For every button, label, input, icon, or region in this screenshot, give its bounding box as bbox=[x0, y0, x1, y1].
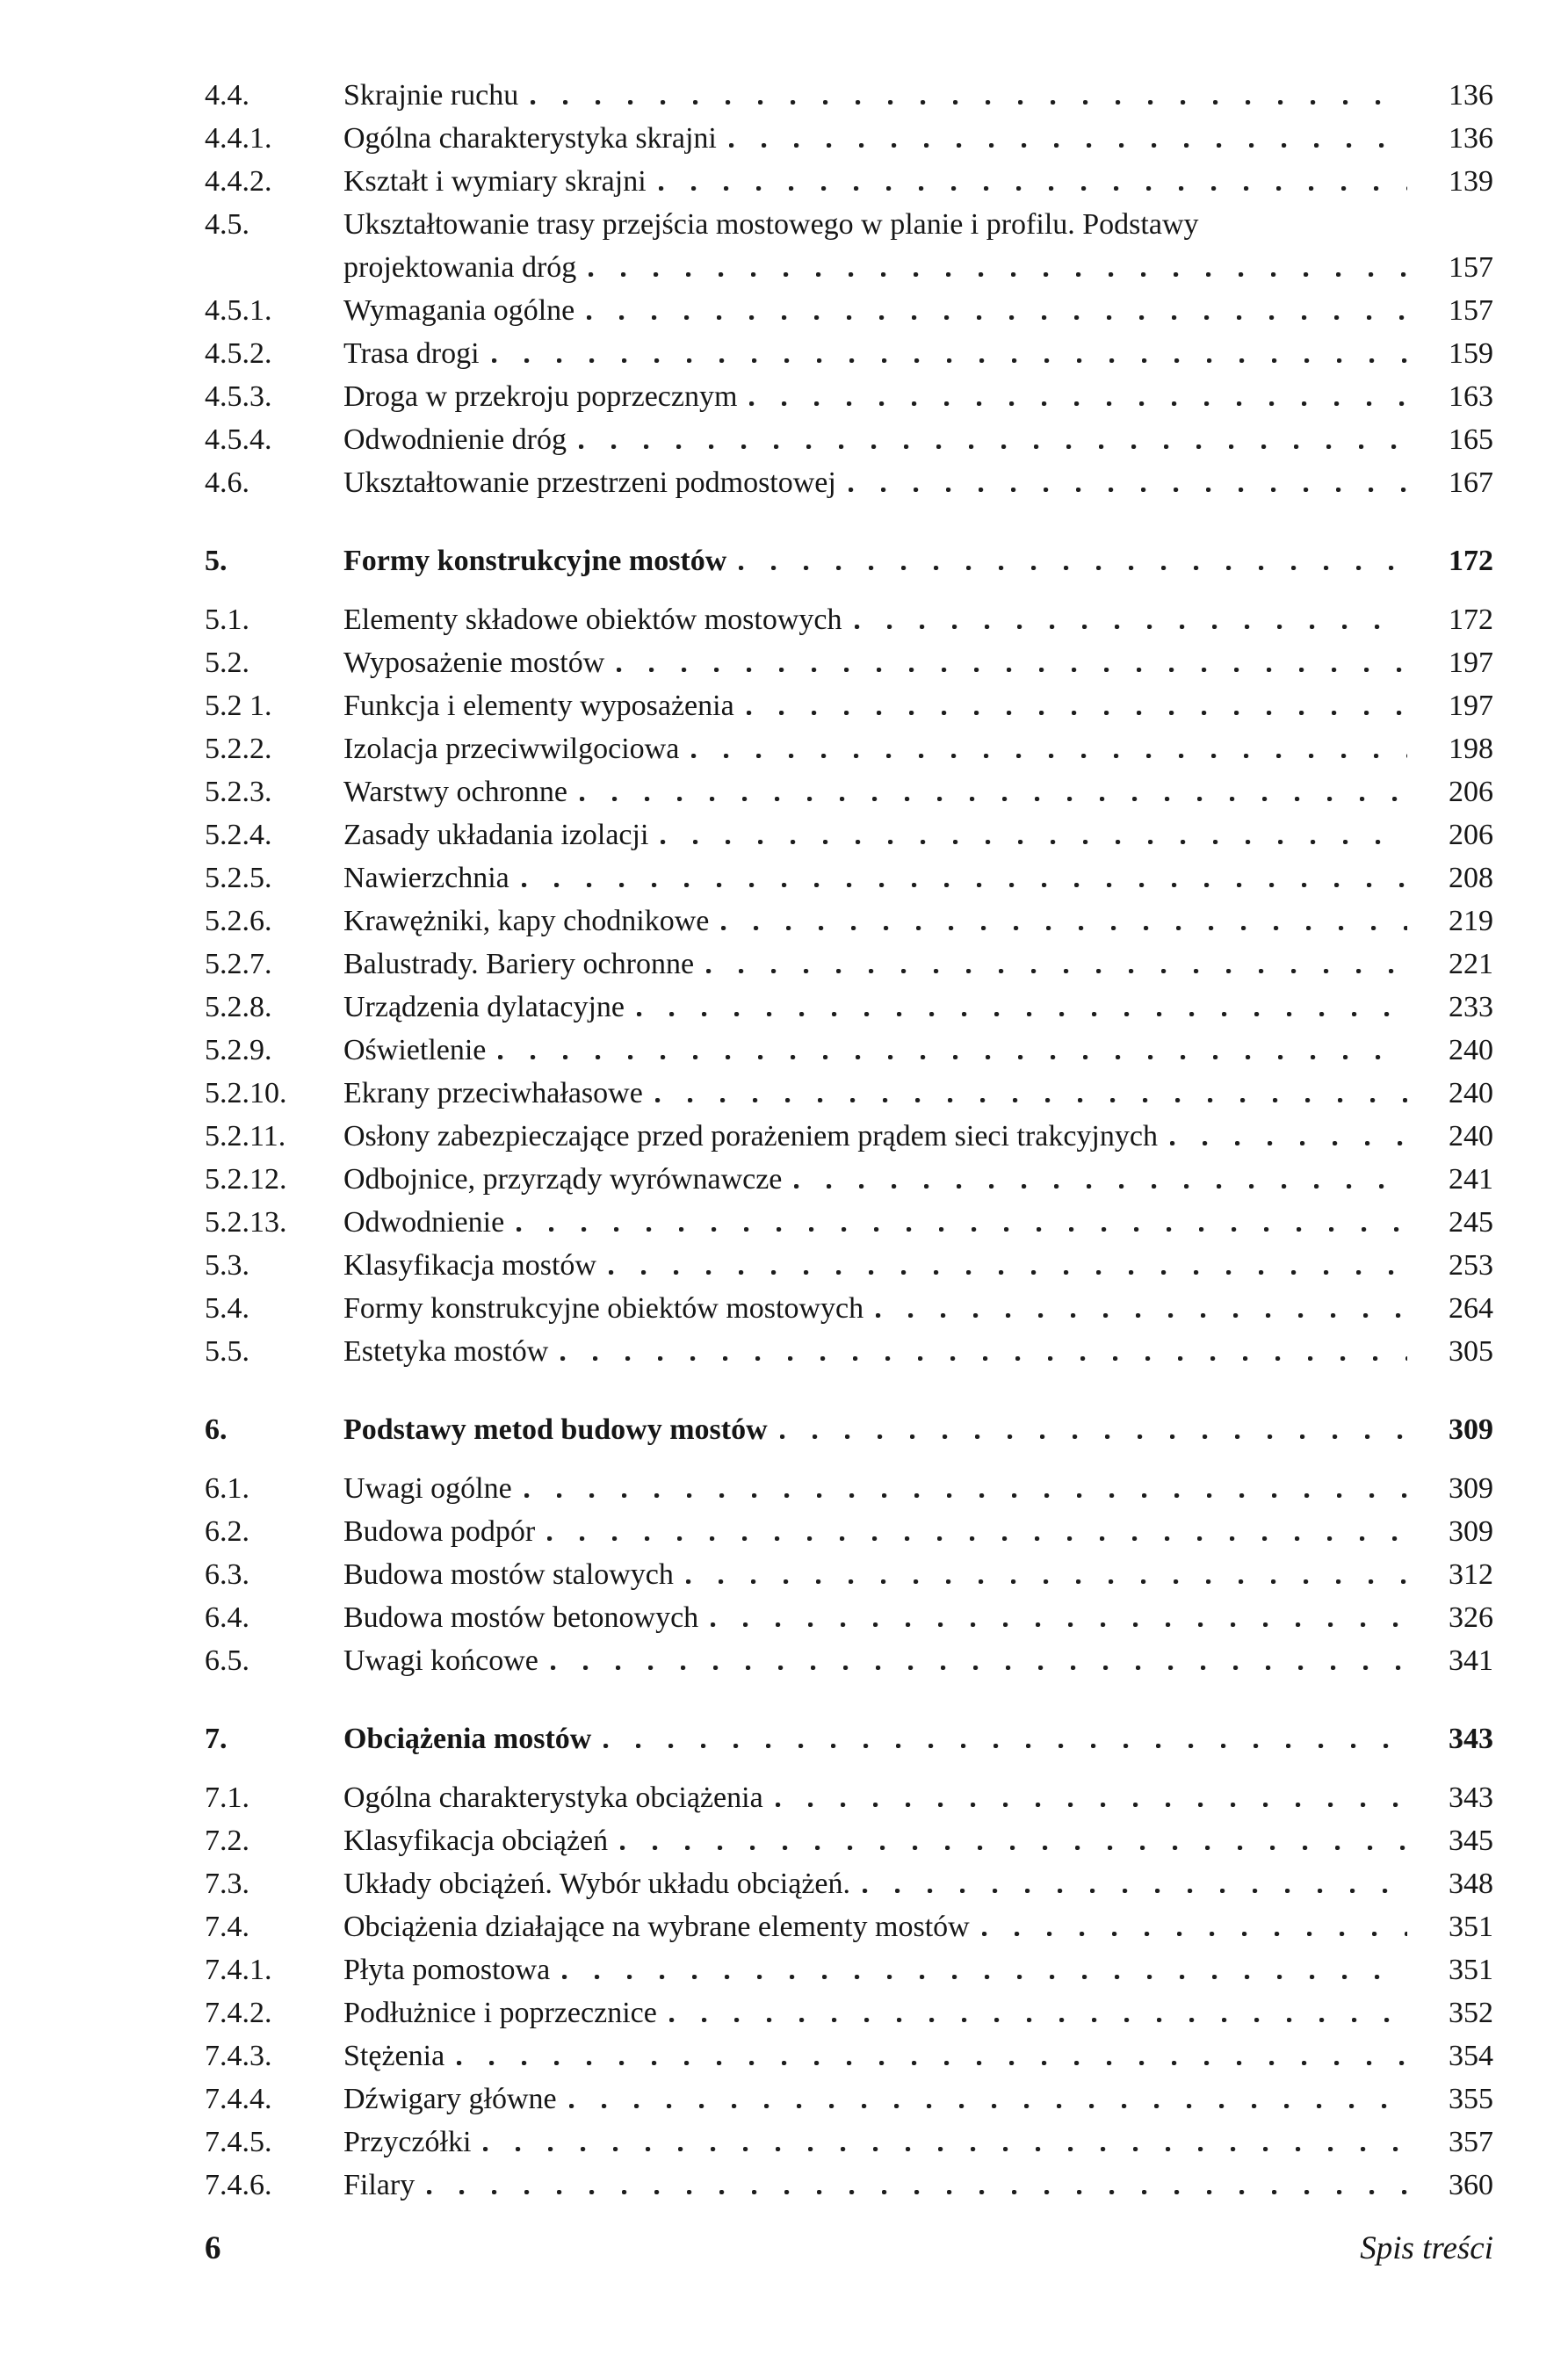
dot-leader bbox=[747, 711, 1407, 715]
toc-entry-title: Urządzenia dylatacyjne bbox=[343, 991, 625, 1023]
toc-entry-title: Układy obciążeń. Wybór układu obciążeń. bbox=[343, 1868, 851, 1900]
toc-entry bbox=[205, 1467, 1493, 1510]
toc-entry-number: 5.2 1. bbox=[205, 690, 272, 722]
dot-leader bbox=[706, 969, 1407, 973]
dot-leader bbox=[691, 754, 1407, 758]
toc-entry-page: 253 bbox=[1449, 1249, 1493, 1282]
toc-entry-title: Filary bbox=[343, 2169, 415, 2201]
toc-entry-title: Przyczółki bbox=[343, 2126, 472, 2158]
toc-entry-number: 5.2.7. bbox=[205, 948, 272, 980]
toc-entry-title: Kształt i wymiary skrajni bbox=[343, 165, 647, 198]
dot-leader bbox=[603, 1744, 1407, 1748]
toc-entry-number: 5. bbox=[205, 545, 228, 577]
toc-entry-number: 5.3. bbox=[205, 1249, 249, 1282]
toc-entry-title: Podłużnice i poprzecznice bbox=[343, 1997, 657, 2029]
toc-entry-number: 5.1. bbox=[205, 603, 249, 636]
toc-entry-title: Oświetlenie bbox=[343, 1034, 487, 1066]
toc-entry-title: Dźwigary główne bbox=[343, 2083, 557, 2115]
dot-leader bbox=[794, 1184, 1407, 1189]
dot-leader bbox=[982, 1932, 1407, 1936]
dot-leader bbox=[659, 186, 1407, 191]
dot-leader bbox=[569, 2104, 1407, 2108]
toc-entry-title: Krawężniki, kapy chodnikowe bbox=[343, 905, 710, 937]
toc-entry-number: 4.5.1. bbox=[205, 294, 272, 327]
toc-entry-title: Budowa mostów betonowych bbox=[343, 1601, 699, 1634]
toc-entry-title: Stężenia bbox=[343, 2040, 445, 2072]
toc-entry-page: 139 bbox=[1449, 165, 1493, 198]
toc-entry-number: 5.2.3. bbox=[205, 776, 272, 808]
toc-entry-page: 157 bbox=[1449, 294, 1493, 327]
toc-entry bbox=[205, 2121, 1493, 2164]
toc-entry-title: Uwagi końcowe bbox=[343, 1644, 538, 1677]
toc-entry bbox=[205, 1776, 1493, 1819]
toc-entry-page: 208 bbox=[1449, 862, 1493, 894]
toc-entry-page: 157 bbox=[1449, 251, 1493, 284]
toc-entry-title: Ukształtowanie przestrzeni podmostowej bbox=[343, 466, 836, 499]
toc-entry bbox=[205, 539, 1493, 582]
toc-entry-page: 163 bbox=[1449, 380, 1493, 413]
toc-entry-number: 4.5.4. bbox=[205, 423, 272, 456]
toc-entry bbox=[205, 74, 1493, 117]
toc-entry-number: 5.2.5. bbox=[205, 862, 272, 894]
toc-entry-page: 206 bbox=[1449, 776, 1493, 808]
toc-entry-page: 159 bbox=[1449, 337, 1493, 370]
toc-entry-number: 4.5.2. bbox=[205, 337, 272, 370]
dot-leader bbox=[876, 1313, 1407, 1318]
dot-leader bbox=[776, 1803, 1407, 1807]
toc-entry-number: 6.3. bbox=[205, 1558, 249, 1591]
toc-entry bbox=[205, 1287, 1493, 1330]
toc-entry-number: 4.4.2. bbox=[205, 165, 272, 198]
toc-entry bbox=[205, 246, 1493, 289]
toc-entry-page: 355 bbox=[1449, 2083, 1493, 2115]
toc-entry bbox=[205, 1330, 1493, 1373]
dot-leader bbox=[620, 1846, 1407, 1850]
toc-entry bbox=[205, 461, 1493, 504]
toc-list bbox=[205, 74, 1493, 2207]
toc-entry-number: 5.2.12. bbox=[205, 1163, 287, 1196]
toc-entry-page: 240 bbox=[1449, 1034, 1493, 1066]
toc-entry-page: 309 bbox=[1449, 1515, 1493, 1548]
toc-entry-page: 360 bbox=[1449, 2169, 1493, 2201]
toc-entry-title: Formy konstrukcyjne obiektów mostowych bbox=[343, 1292, 864, 1325]
toc-entry-number: 5.2.6. bbox=[205, 905, 272, 937]
toc-entry-page: 348 bbox=[1449, 1868, 1493, 1900]
toc-entry-title: Klasyfikacja mostów bbox=[343, 1249, 596, 1282]
toc-entry-page: 343 bbox=[1449, 1781, 1493, 1814]
toc-entry-number: 4.6. bbox=[205, 466, 249, 499]
toc-entry bbox=[205, 203, 1493, 246]
toc-entry-title: Budowa podpór bbox=[343, 1515, 536, 1548]
toc-entry bbox=[205, 727, 1493, 770]
toc-entry bbox=[205, 2034, 1493, 2078]
dot-leader bbox=[863, 1889, 1407, 1893]
toc-entry-page: 309 bbox=[1449, 1472, 1493, 1505]
toc-entry-title: Ukształtowanie trasy przejścia mostowego w planie i profilu. Podstawy bbox=[343, 208, 1199, 241]
toc-entry-number: 7.4.1. bbox=[205, 1954, 272, 1986]
toc-entry-number: 5.2.2. bbox=[205, 733, 272, 765]
toc-entry-page: 354 bbox=[1449, 2040, 1493, 2072]
toc-entry bbox=[205, 770, 1493, 813]
toc-entry-number: 6.1. bbox=[205, 1472, 249, 1505]
toc-entry-page: 352 bbox=[1449, 1997, 1493, 2029]
toc-entry-title: Ogólna charakterystyka obciążenia bbox=[343, 1781, 763, 1814]
toc-entry bbox=[205, 900, 1493, 943]
toc-entry bbox=[205, 289, 1493, 332]
toc-entry-page: 343 bbox=[1449, 1723, 1493, 1755]
toc-entry-number: 4.4.1. bbox=[205, 122, 272, 155]
footer-section-title: Spis treści bbox=[1360, 2230, 1493, 2266]
dot-leader bbox=[524, 1493, 1407, 1498]
toc-entry-page: 240 bbox=[1449, 1120, 1493, 1153]
toc-entry-number: 6.5. bbox=[205, 1644, 249, 1677]
toc-entry-title: Podstawy metod budowy mostów bbox=[343, 1413, 768, 1446]
dot-leader bbox=[498, 1055, 1407, 1059]
toc-entry-number: 6.4. bbox=[205, 1601, 249, 1634]
toc-entry bbox=[205, 986, 1493, 1029]
toc-entry-title: Uwagi ogólne bbox=[343, 1472, 512, 1505]
toc-entry-number: 4.5.3. bbox=[205, 380, 272, 413]
toc-entry bbox=[205, 684, 1493, 727]
toc-entry-title: Ekrany przeciwhałasowe bbox=[343, 1077, 643, 1109]
toc-entry-title: Wymagania ogólne bbox=[343, 294, 575, 327]
toc-entry-number: 7.2. bbox=[205, 1825, 249, 1857]
toc-entry bbox=[205, 1639, 1493, 1682]
toc-entry bbox=[205, 375, 1493, 418]
dot-leader bbox=[531, 100, 1407, 105]
toc-entry-title: Zasady układania izolacji bbox=[343, 819, 649, 851]
toc-entry bbox=[205, 1115, 1493, 1158]
dot-leader bbox=[1170, 1141, 1407, 1145]
toc-entry-title: Izolacja przeciwwilgociowa bbox=[343, 733, 680, 765]
dot-leader bbox=[551, 1666, 1407, 1670]
toc-entry-title: Ogólna charakterystyka skrajni bbox=[343, 122, 717, 155]
toc-entry-page: 206 bbox=[1449, 819, 1493, 851]
toc-entry-title: Nawierzchnia bbox=[343, 862, 509, 894]
toc-entry bbox=[205, 641, 1493, 684]
dot-leader bbox=[522, 883, 1407, 887]
dot-leader bbox=[661, 840, 1407, 844]
toc-entry bbox=[205, 1596, 1493, 1639]
toc-entry-title: Płyta pomostowa bbox=[343, 1954, 551, 1986]
dot-leader bbox=[739, 566, 1407, 570]
toc-entry-title: Estetyka mostów bbox=[343, 1335, 549, 1368]
toc-entry bbox=[205, 598, 1493, 641]
toc-entry-page: 221 bbox=[1449, 948, 1493, 980]
toc-entry-title: Formy konstrukcyjne mostów bbox=[343, 545, 727, 577]
toc-entry-number: 5.2. bbox=[205, 647, 249, 679]
toc-entry-number: 5.2.11. bbox=[205, 1120, 286, 1153]
toc-entry-title: Balustrady. Bariery ochronne bbox=[343, 948, 695, 980]
toc-entry bbox=[205, 1201, 1493, 1244]
toc-entry bbox=[205, 943, 1493, 986]
toc-entry-page: 351 bbox=[1449, 1911, 1493, 1943]
dot-leader bbox=[547, 1536, 1407, 1541]
toc-entry-page: 240 bbox=[1449, 1077, 1493, 1109]
toc-entry-page: 197 bbox=[1449, 647, 1493, 679]
toc-entry bbox=[205, 2078, 1493, 2121]
dot-leader bbox=[711, 1622, 1407, 1627]
toc-entry-page: 233 bbox=[1449, 991, 1493, 1023]
toc-entry bbox=[205, 856, 1493, 900]
toc-entry-title: Obciążenia mostów bbox=[343, 1723, 592, 1755]
toc-entry-number: 6.2. bbox=[205, 1515, 249, 1548]
dot-leader bbox=[483, 2147, 1407, 2151]
toc-entry-number: 7.4.3. bbox=[205, 2040, 272, 2072]
toc-entry bbox=[205, 117, 1493, 160]
toc-entry-page: 165 bbox=[1449, 423, 1493, 456]
dot-leader bbox=[560, 1356, 1407, 1361]
dot-leader bbox=[780, 1434, 1407, 1439]
toc-entry-title: Wyposażenie mostów bbox=[343, 647, 605, 679]
toc-entry bbox=[205, 1819, 1493, 1862]
toc-entry-number: 7.3. bbox=[205, 1868, 249, 1900]
toc-entry-page: 309 bbox=[1449, 1413, 1493, 1446]
dot-leader bbox=[589, 272, 1407, 277]
toc-entry bbox=[205, 1029, 1493, 1072]
toc-entry bbox=[205, 2164, 1493, 2207]
toc-entry-title: Odwodnienie dróg bbox=[343, 423, 567, 456]
dot-leader bbox=[729, 143, 1407, 148]
toc-entry-page: 136 bbox=[1449, 79, 1493, 112]
toc-entry-number: 7. bbox=[205, 1723, 228, 1755]
toc-entry-title: Funkcja i elementy wyposażenia bbox=[343, 690, 734, 722]
toc-entry-title: Odbojnice, przyrządy wyrównawcze bbox=[343, 1163, 783, 1196]
dot-leader bbox=[849, 488, 1407, 492]
toc-entry bbox=[205, 813, 1493, 856]
dot-leader bbox=[579, 444, 1407, 449]
toc-entry-page: 219 bbox=[1449, 905, 1493, 937]
toc-entry-page: 167 bbox=[1449, 466, 1493, 499]
toc-entry-number: 7.4.5. bbox=[205, 2126, 272, 2158]
toc-entry-title: Odwodnienie bbox=[343, 1206, 505, 1239]
toc-entry bbox=[205, 418, 1493, 461]
dot-leader bbox=[721, 926, 1407, 930]
dot-leader bbox=[517, 1227, 1407, 1232]
toc-entry-page: 172 bbox=[1449, 603, 1493, 636]
toc-entry-title: Klasyfikacja obciążeń bbox=[343, 1825, 609, 1857]
toc-entry-page: 345 bbox=[1449, 1825, 1493, 1857]
toc-entry-title: Skrajnie ruchu bbox=[343, 79, 519, 112]
dot-leader bbox=[749, 401, 1407, 406]
dot-leader bbox=[637, 1012, 1407, 1016]
toc-entry-page: 357 bbox=[1449, 2126, 1493, 2158]
toc-entry-page: 341 bbox=[1449, 1644, 1493, 1677]
toc-entry bbox=[205, 1717, 1493, 1760]
toc-entry bbox=[205, 1948, 1493, 1991]
toc-entry bbox=[205, 1408, 1493, 1451]
dot-leader bbox=[457, 2061, 1407, 2065]
toc-entry-page: 264 bbox=[1449, 1292, 1493, 1325]
toc-entry-number: 5.2.4. bbox=[205, 819, 272, 851]
toc-entry bbox=[205, 1905, 1493, 1948]
toc-entry-number: 6. bbox=[205, 1413, 228, 1446]
toc-entry-page: 197 bbox=[1449, 690, 1493, 722]
toc-entry-number: 7.4.2. bbox=[205, 1997, 272, 2029]
toc-entry-page: 172 bbox=[1449, 545, 1493, 577]
toc-entry-number: 4.4. bbox=[205, 79, 249, 112]
toc-entry-number: 5.2.8. bbox=[205, 991, 272, 1023]
toc-entry-title: Osłony zabezpieczające przed porażeniem prądem sieci trakcyjnych bbox=[343, 1120, 1158, 1153]
toc-entry-number: 5.5. bbox=[205, 1335, 249, 1368]
toc-entry-title: Warstwy ochronne bbox=[343, 776, 568, 808]
toc-entry-number: 5.2.9. bbox=[205, 1034, 272, 1066]
toc-entry-page: 241 bbox=[1449, 1163, 1493, 1196]
toc-entry-title: projektowania dróg bbox=[343, 251, 577, 284]
toc-entry bbox=[205, 1991, 1493, 2034]
toc-entry-page: 312 bbox=[1449, 1558, 1493, 1591]
dot-leader bbox=[669, 2018, 1407, 2022]
toc-entry-title: Budowa mostów stalowych bbox=[343, 1558, 674, 1591]
dot-leader bbox=[492, 358, 1407, 363]
toc-entry-title: Obciążenia działające na wybrane elementy mostów bbox=[343, 1911, 970, 1943]
toc-entry bbox=[205, 1510, 1493, 1553]
toc-entry bbox=[205, 332, 1493, 375]
page-footer bbox=[205, 2229, 1493, 2267]
toc-entry-page: 351 bbox=[1449, 1954, 1493, 1986]
footer-page-number: 6 bbox=[205, 2230, 221, 2266]
dot-leader bbox=[609, 1270, 1407, 1275]
toc-entry-number: 5.2.13. bbox=[205, 1206, 287, 1239]
toc-entry-number: 7.4.4. bbox=[205, 2083, 272, 2115]
toc-entry bbox=[205, 1553, 1493, 1596]
toc-entry bbox=[205, 1862, 1493, 1905]
dot-leader bbox=[655, 1098, 1407, 1102]
toc-entry-page: 326 bbox=[1449, 1601, 1493, 1634]
toc-entry-title: Droga w przekroju poprzecznym bbox=[343, 380, 738, 413]
dot-leader bbox=[686, 1579, 1407, 1584]
toc-entry-number: 5.2.10. bbox=[205, 1077, 287, 1109]
toc-entry-page: 245 bbox=[1449, 1206, 1493, 1239]
dot-leader bbox=[427, 2190, 1407, 2194]
dot-leader bbox=[855, 625, 1407, 629]
toc-entry bbox=[205, 1158, 1493, 1201]
toc-entry-number: 7.1. bbox=[205, 1781, 249, 1814]
dot-leader bbox=[617, 668, 1407, 672]
dot-leader bbox=[580, 797, 1407, 801]
dot-leader bbox=[587, 315, 1407, 320]
toc-entry-number: 7.4. bbox=[205, 1911, 249, 1943]
toc-entry bbox=[205, 1244, 1493, 1287]
toc-entry-title: Trasa drogi bbox=[343, 337, 480, 370]
toc-entry-page: 136 bbox=[1449, 122, 1493, 155]
toc-entry-title: Elementy składowe obiektów mostowych bbox=[343, 603, 842, 636]
toc-entry-number: 4.5. bbox=[205, 208, 249, 241]
dot-leader bbox=[562, 1975, 1407, 1979]
toc-entry-page: 198 bbox=[1449, 733, 1493, 765]
toc-entry bbox=[205, 160, 1493, 203]
toc-entry-number: 5.4. bbox=[205, 1292, 249, 1325]
toc-entry-page: 305 bbox=[1449, 1335, 1493, 1368]
toc-entry bbox=[205, 1072, 1493, 1115]
toc-entry-number: 7.4.6. bbox=[205, 2169, 272, 2201]
